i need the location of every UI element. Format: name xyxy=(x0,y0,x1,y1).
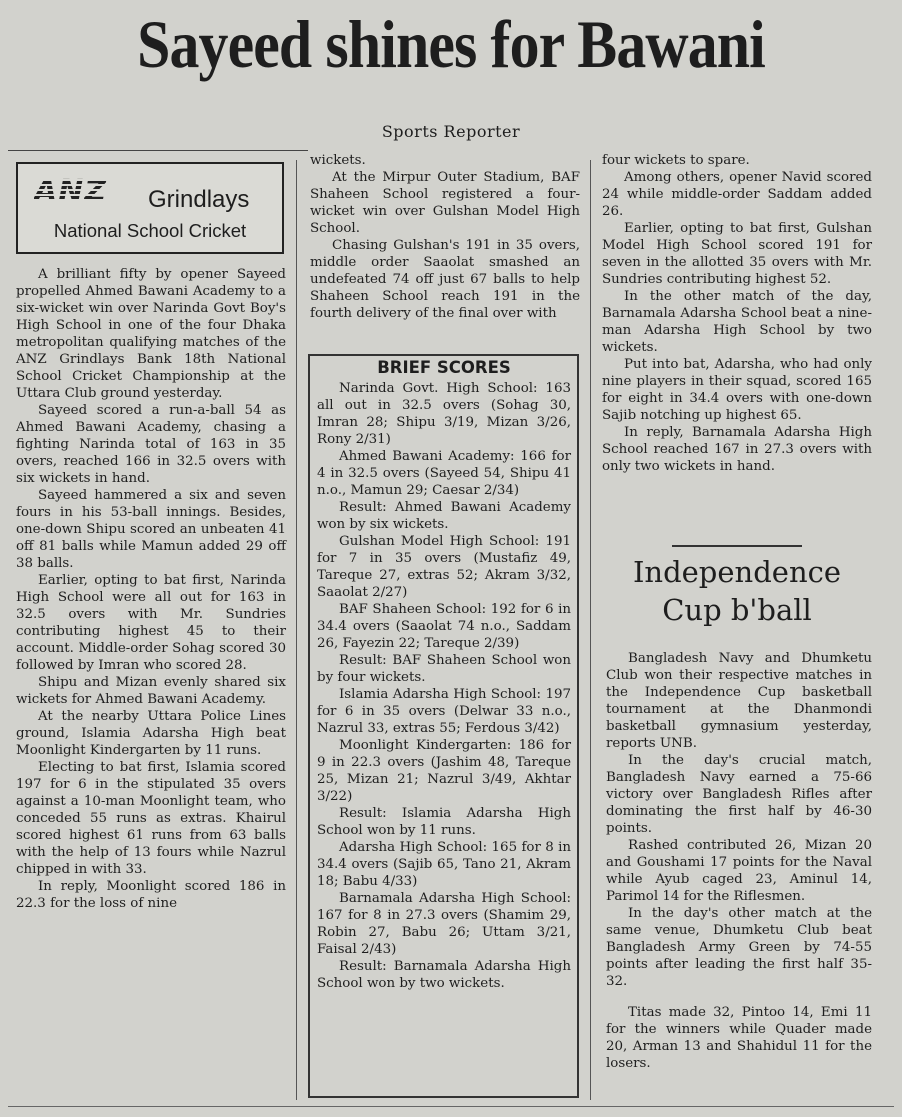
bottom-rule xyxy=(8,1106,894,1107)
paragraph: In reply, Barnamala Adarsha High School reached 167 in 27.3 overs with only two wickets in hand. xyxy=(602,425,872,474)
paragraph: Titas made 32, Pintoo 14, Emi 11 for the winners while Quader made 20, Arman 13 and Shahidul 11 for the losers. xyxy=(606,1005,872,1071)
score-line: Result: Ahmed Bawani Academy won by six wickets. xyxy=(317,500,571,532)
subheadline-line: Cup b'ball xyxy=(662,593,812,627)
paragraph: Sayeed scored a run-a-ball 54 as Ahmed Bawani Academy, chasing a fighting Narinda total of 163 in 35 overs, reached 166 in 32.5 overs with six wickets in hand. xyxy=(16,403,286,486)
score-line: Result: BAF Shaheen School won by four wickets. xyxy=(317,653,571,685)
column-divider xyxy=(296,160,297,1100)
score-line: Ahmed Bawani Academy: 166 for 4 in 32.5 overs (Sayeed 54, Shipu 41 n.o., Mamun 29; Caesar 2/34) xyxy=(317,449,571,498)
score-line: Moonlight Kindergarten: 186 for 9 in 22.3 overs (Jashim 48, Tareque 25, Mizan 21; Nazrul 3/49, Akhtar 3/22) xyxy=(317,738,571,804)
byline: Sports Reporter xyxy=(381,122,521,141)
paragraph: At the nearby Uttara Police Lines ground, Islamia Adarsha High beat Moonlight Kindergarten by 11 runs. xyxy=(16,709,286,758)
score-line: Adarsha High School: 165 for 8 in 34.4 overs (Sajib 65, Tano 21, Akram 18; Babu 4/33) xyxy=(317,840,571,889)
column-divider xyxy=(590,160,591,1100)
paragraph: Rashed contributed 26, Mizan 20 and Goushami 17 points for the Naval while Ayub caged 23, Aminul 14, Parimol 14 for the Riflesmen. xyxy=(606,838,872,904)
subheadline xyxy=(602,553,872,629)
paragraph: Earlier, opting to bat first, Gulshan Model High School scored 191 for seven in the allotted 35 overs with Mr. Sundries contributing highest 52. xyxy=(602,221,872,287)
paragraph: Put into bat, Adarsha, who had only nine players in their squad, scored 165 for eight in 34.4 overs with one-down Sajib notching up highest 65. xyxy=(602,357,872,423)
paragraph: Earlier, opting to bat first, Narinda High School were all out for 163 in 32.5 overs with Mr. Sundries contributing highest 45 to their account. Middle-order Sohag scored 30 followed by Imran who scored 28. xyxy=(16,573,286,673)
paragraph: four wickets to spare. xyxy=(602,153,750,168)
brief-scores-box xyxy=(308,354,579,1098)
article-column-3b xyxy=(606,650,872,1072)
paragraph: Electing to bat first, Islamia scored 197 for 6 in the stipulated 35 overs against a 10-man Moonlight team, who conceded 55 runs as extras. Khairul scored highest 61 runs from 63 balls with the help of 13 fours while Nazrul chipped in with 33. xyxy=(16,760,286,877)
paragraph: In the day's other match at the same venue, Dhumketu Club beat Bangladesh Army Green by 74-55 points after leading the first half 35-32. xyxy=(606,906,872,989)
paragraph: Sayeed hammered a six and seven fours in his 53-ball innings. Besides, one-down Shipu scored an unbeaten 41 off 81 balls while Mamun added 29 off 38 balls. xyxy=(16,488,286,571)
paragraph: In the day's crucial match, Bangladesh Navy earned a 75-66 victory over Bangladesh Rifles after dominating the first half by 46-30 points. xyxy=(606,753,872,836)
article-column-3 xyxy=(602,152,872,475)
top-rule xyxy=(8,150,308,151)
paragraph: At the Mirpur Outer Stadium, BAF Shaheen School registered a four-wicket win over Gulshan Model High School. xyxy=(310,170,580,236)
score-line: Islamia Adarsha High School: 197 for 6 in 35 overs (Delwar 33 n.o., Nazrul 33, extras 55; Ferdous 3/42) xyxy=(317,687,571,736)
article-column-1 xyxy=(16,266,286,912)
paragraph: Bangladesh Navy and Dhumketu Club won their respective matches in the Independence Cup basketball tournament at the Dhanmondi basketball gymnasium yesterday, reports UNB. xyxy=(606,651,872,751)
score-line: Result: Islamia Adarsha High School won by 11 runs. xyxy=(317,806,571,838)
score-line: BAF Shaheen School: 192 for 6 in 34.4 overs (Saaolat 74 n.o., Saddam 26, Fayezin 22; Tareque 2/39) xyxy=(317,602,571,651)
anz-logo: ANZ xyxy=(34,174,108,209)
subheadline-line: Independence xyxy=(632,555,842,589)
paragraph: Among others, opener Navid scored 24 while middle-order Saddam added 26. xyxy=(602,170,872,219)
grindlays-text: Grindlays xyxy=(148,186,250,213)
score-line: Gulshan Model High School: 191 for 7 in 35 overs (Mustafiz 49, Tareque 27, extras 52; Akram 3/32, Saaolat 2/27) xyxy=(317,534,571,600)
paragraph: Chasing Gulshan's 191 in 35 overs, middle order Saaolat smashed an undefeated 74 off just 67 balls to help Shaheen School reach 191 in the fourth delivery of the final over with xyxy=(310,238,580,321)
paragraph: wickets. xyxy=(310,153,366,168)
paragraph: In the other match of the day, Barnamala Adarsha School beat a nine-man Adarsha High School by two wickets. xyxy=(602,289,872,355)
headline: Sayeed shines for Bawani xyxy=(137,6,765,82)
score-line: Barnamala Adarsha High School: 167 for 8 in 27.3 overs (Shamim 29, Robin 27, Babu 26; Uttam 3/21, Faisal 2/43) xyxy=(317,891,571,957)
sponsor-logo-box xyxy=(16,162,284,254)
score-line: Result: Barnamala Adarsha High School won by two wickets. xyxy=(317,959,571,991)
logo-tagline: National School Cricket xyxy=(53,220,247,241)
paragraph: A brilliant fifty by opener Sayeed propelled Ahmed Bawani Academy to a six-wicket win over Narinda Govt Boy's High School in one of the four Dhaka metropolitan qualifying matches of the ANZ Grindlays Bank 18th National School Cricket Championship at the Uttara Club ground yesterday. xyxy=(16,267,286,401)
brief-scores-title: BRIEF SCORES xyxy=(377,358,511,377)
section-rule xyxy=(672,545,802,547)
paragraph: Shipu and Mizan evenly shared six wickets for Ahmed Bawani Academy. xyxy=(16,675,286,707)
score-line: Narinda Govt. High School: 163 all out in 32.5 overs (Sohag 30, Imran 28; Shipu 3/19, Mizan 3/26, Rony 2/31) xyxy=(317,381,571,447)
article-column-2 xyxy=(310,152,580,322)
paragraph: In reply, Moonlight scored 186 in 22.3 for the loss of nine xyxy=(16,879,286,911)
